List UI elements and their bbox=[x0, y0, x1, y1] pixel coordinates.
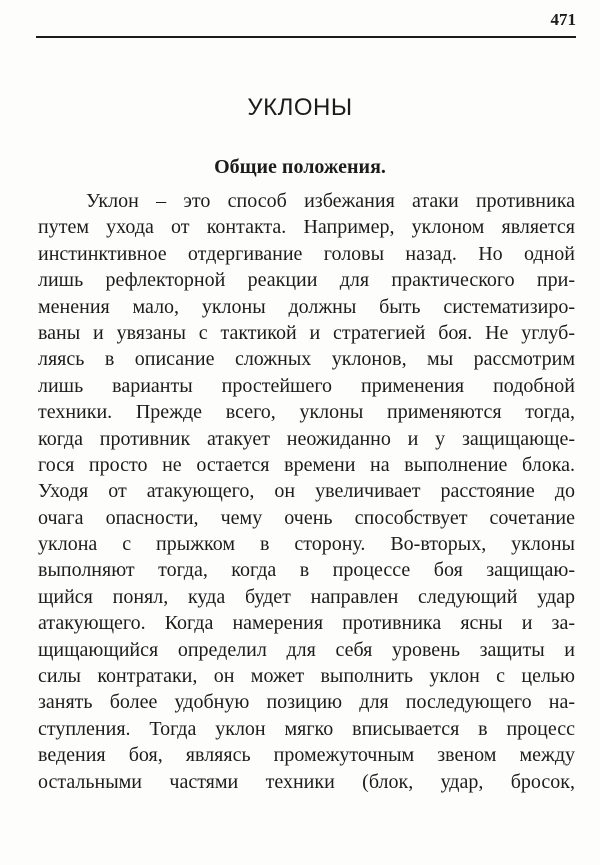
text-line: очага опасности, чему очень способствует сочетание bbox=[38, 506, 575, 529]
text-line: когда противник атакует неожиданно и у защищающе- bbox=[38, 427, 575, 450]
text-line: остальными частями техники (блок, удар, бросок, bbox=[38, 770, 575, 793]
text-line: лишь рефлекторной реакции для практического при- bbox=[38, 269, 575, 292]
text-line: ляясь в описание сложных уклонов, мы рассмотрим bbox=[38, 348, 575, 371]
chapter-title: УКЛОНЫ bbox=[247, 94, 353, 121]
text-line: гося просто не остается времени на выполнение блока. bbox=[38, 453, 575, 476]
text-line: ступления. Тогда уклон мягко вписывается в процесс bbox=[38, 717, 575, 740]
text-line: инстинктивное отдергивание головы назад. Но одной bbox=[38, 242, 575, 265]
text-line: Уходя от атакующего, он увеличивает расстояние до bbox=[38, 480, 575, 503]
text-line: атакующего. Когда намерения противника ясны и за- bbox=[38, 612, 575, 635]
text-line: ваны и увязаны с тактикой и стратегией боя. Не углуб- bbox=[38, 321, 575, 344]
text-line: силы контратаки, он может выполнить уклон с целью bbox=[38, 665, 575, 688]
text-line: занять более удобную позицию для последующего на- bbox=[38, 691, 575, 714]
text-line: лишь варианты простейшего применения подобной bbox=[38, 374, 575, 397]
text-line: щийся понял, куда будет направлен следующий удар bbox=[38, 585, 575, 608]
text-line: техники. Прежде всего, уклоны применяются тогда, bbox=[38, 401, 575, 424]
text-line: путем ухода от контакта. Например, уклоном является bbox=[38, 216, 575, 239]
text-line: ведения боя, являясь промежуточным звеном между bbox=[38, 744, 575, 767]
text-line: уклона с прыжком в сторону. Во-вторых, уклоны bbox=[38, 533, 575, 556]
text-line: выполняют тогда, когда в процессе боя защищаю- bbox=[38, 559, 575, 582]
text-line: менения мало, уклоны должны быть систематизиро- bbox=[38, 295, 575, 318]
body-text bbox=[38, 188, 575, 795]
page-number: 471 bbox=[550, 10, 576, 29]
text-line: Уклон – это способ избежания атаки противника bbox=[86, 190, 575, 212]
header-rule bbox=[36, 36, 576, 38]
section-title: Общие положения. bbox=[214, 156, 386, 178]
text-line: щищающийся определил для себя уровень защиты и bbox=[38, 638, 575, 661]
